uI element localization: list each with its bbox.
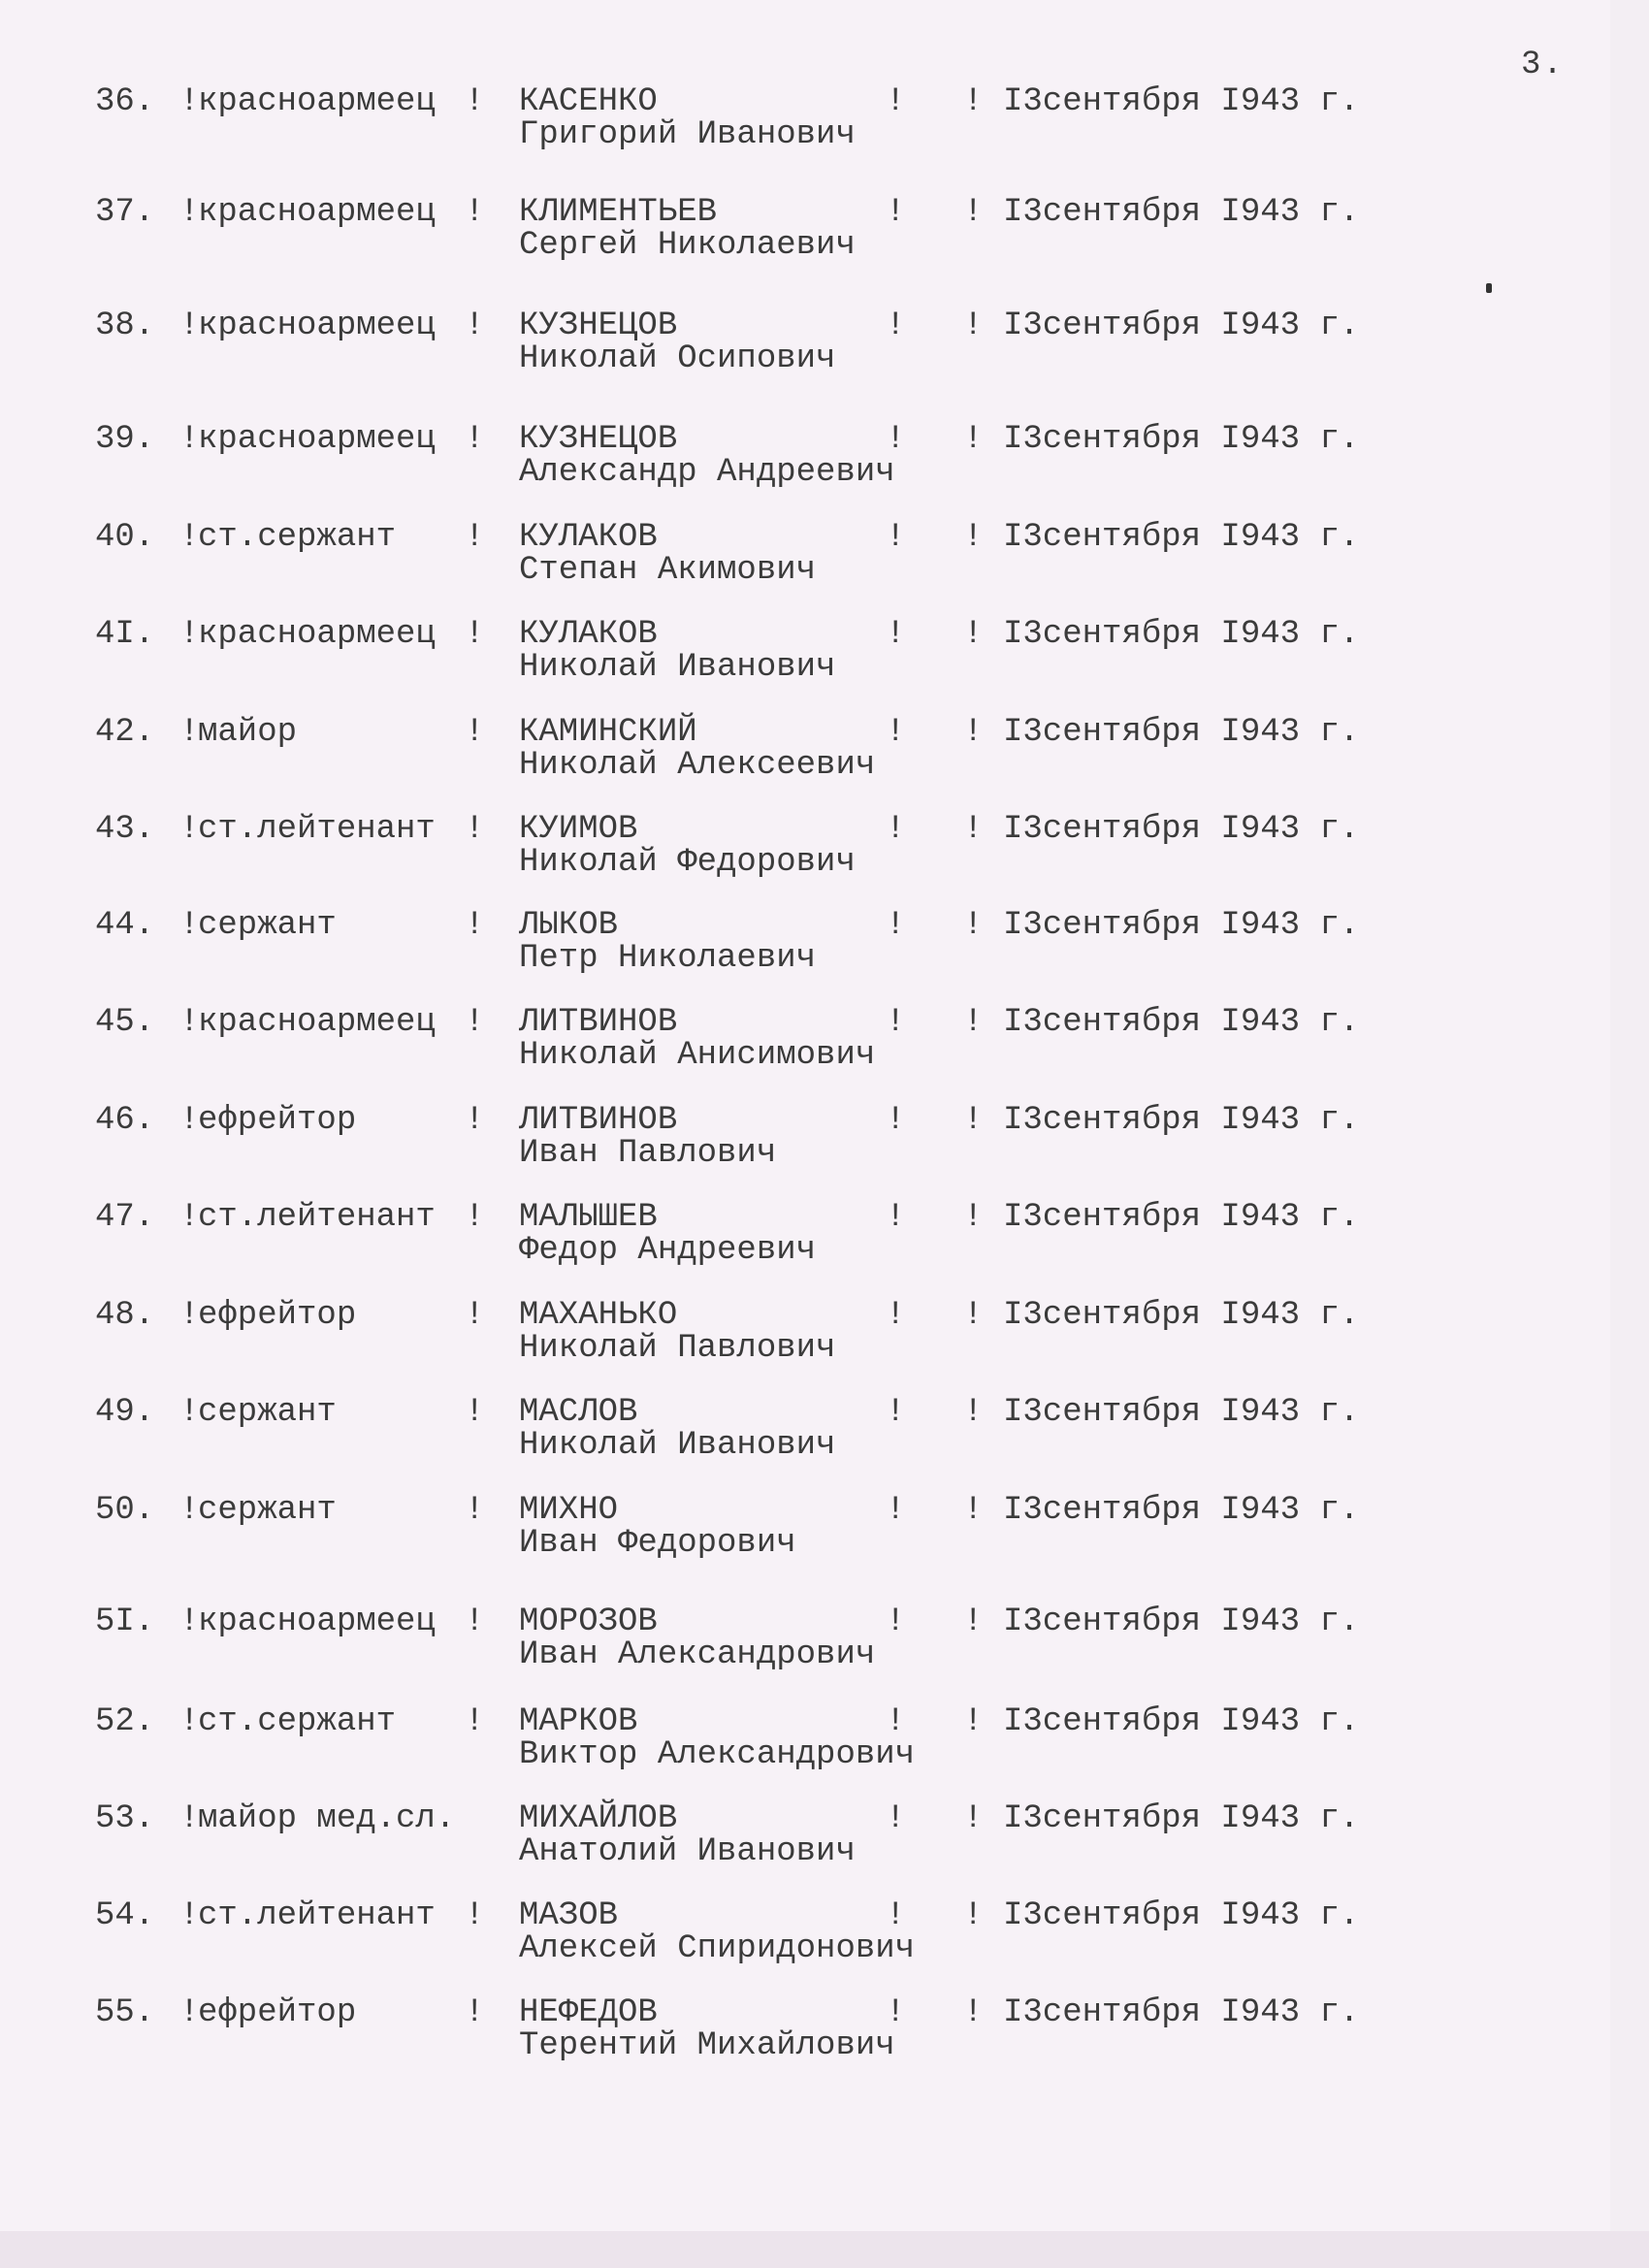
column-separator: ! [886,1994,906,2031]
column-separator: ! [465,83,485,120]
column-separator: ! [179,1102,200,1139]
column-separator: ! [465,1297,485,1334]
entry-given-name: Николай Алексеевич [519,747,876,784]
entry-given-name: Николай Иванович [519,1427,836,1464]
entry-rank: ст.лейтенант [198,811,436,848]
column-separator: ! [179,1604,200,1640]
entry-rank: ефрейтор [198,1297,357,1334]
entry-rank: красноармеец [198,1604,436,1640]
entry-number: 47. [95,1199,155,1236]
entry-given-name: Николай Анисимович [519,1037,876,1074]
entry-date: I3сентября I943 г. [1003,907,1360,944]
list-item [0,309,1455,377]
entry-surname: МАХАНЬКО [519,1297,678,1334]
entry-number: 39. [95,421,155,458]
column-separator: ! [886,1199,906,1236]
entry-surname: МАЛЫШЕВ [519,1199,658,1236]
entry-surname: МАРКОВ [519,1703,638,1740]
entry-date: I3сентября I943 г. [1003,1394,1360,1431]
column-separator: ! [886,1492,906,1529]
column-separator: ! [963,519,984,556]
list-item [0,1006,1455,1074]
column-separator: ! [886,1297,906,1334]
column-separator: ! [465,714,485,751]
entry-rank: ефрейтор [198,1102,357,1139]
column-separator: ! [963,1199,984,1236]
column-separator: ! [465,1492,485,1529]
entry-given-name: Николай Павлович [519,1330,836,1367]
list-item [0,521,1455,589]
column-separator: ! [963,421,984,458]
column-separator: ! [963,1897,984,1934]
list-item [0,85,1455,153]
column-separator: ! [179,1394,200,1431]
entry-rank: красноармеец [198,308,436,344]
column-separator: ! [179,907,200,944]
column-separator: ! [886,714,906,751]
entry-surname: КАМИНСКИЙ [519,714,697,751]
column-separator: ! [963,1492,984,1529]
entry-date: I3сентября I943 г. [1003,308,1360,344]
entry-date: I3сентября I943 г. [1003,83,1360,120]
entry-date: I3сентября I943 г. [1003,616,1360,653]
entry-date: I3сентября I943 г. [1003,1800,1360,1837]
entry-given-name: Сергей Николаевич [519,227,856,264]
column-separator: ! [465,811,485,848]
entry-surname: МОРОЗОВ [519,1604,658,1640]
column-separator: ! [465,194,485,231]
column-separator: ! [465,1994,485,2031]
column-separator: ! [886,1800,906,1837]
column-separator: ! [465,308,485,344]
entry-number: 46. [95,1102,155,1139]
column-separator: ! [886,1102,906,1139]
column-separator: ! [963,1004,984,1041]
entry-given-name: Григорий Иванович [519,116,856,153]
list-item [0,1299,1455,1367]
entry-given-name: Иван Александрович [519,1636,876,1673]
column-separator: ! [886,194,906,231]
entry-number: 55. [95,1994,155,2031]
column-separator: ! [963,811,984,848]
entry-surname: МИХАЙЛОВ [519,1800,678,1837]
entry-date: I3сентября I943 г. [1003,519,1360,556]
column-separator: ! [465,1897,485,1934]
entry-date: I3сентября I943 г. [1003,811,1360,848]
entry-surname: КАСЕНКО [519,83,658,120]
list-item [0,1104,1455,1172]
entry-rank: красноармеец [198,1004,436,1041]
entry-rank: ст.лейтенант [198,1199,436,1236]
column-separator: ! [179,194,200,231]
column-separator: ! [465,907,485,944]
entry-given-name: Александр Андреевич [519,454,895,491]
entry-rank: ефрейтор [198,1994,357,2031]
entry-date: I3сентября I943 г. [1003,1703,1360,1740]
entry-surname: МАСЛОВ [519,1394,638,1431]
column-separator: ! [886,308,906,344]
entry-given-name: Николай Осипович [519,340,836,377]
list-item [0,423,1455,491]
entry-date: I3сентября I943 г. [1003,1102,1360,1139]
column-separator: ! [963,907,984,944]
entry-surname: КЛИМЕНТЬЕВ [519,194,718,231]
page-edge-strip [0,2231,1649,2268]
entry-number: 44. [95,907,155,944]
entry-surname: ЛЫКОВ [519,907,619,944]
entry-number: 37. [95,194,155,231]
entry-date: I3сентября I943 г. [1003,1604,1360,1640]
column-separator: ! [465,519,485,556]
column-separator: ! [179,421,200,458]
column-separator: ! [179,616,200,653]
list-item [0,1705,1455,1773]
list-item [0,1396,1455,1464]
entry-given-name: Анатолий Иванович [519,1833,856,1870]
column-separator: ! [963,308,984,344]
column-separator: ! [465,1102,485,1139]
column-separator: ! [963,1102,984,1139]
column-separator: ! [963,616,984,653]
column-separator: ! [963,1703,984,1740]
column-separator: ! [886,1897,906,1934]
entry-date: I3сентября I943 г. [1003,1004,1360,1041]
entry-date: I3сентября I943 г. [1003,1897,1360,1934]
entry-rank: красноармеец [198,616,436,653]
entry-number: 54. [95,1897,155,1934]
entry-rank: сержант [198,1394,337,1431]
entry-given-name: Николай Федорович [519,844,856,881]
column-separator: ! [886,1703,906,1740]
entry-given-name: Степан Акимович [519,552,817,589]
column-separator: ! [465,1199,485,1236]
column-separator: ! [465,1604,485,1640]
entry-number: 4I. [95,616,155,653]
entry-number: 42. [95,714,155,751]
entry-number: 50. [95,1492,155,1529]
entry-surname: КУЗНЕЦОВ [519,308,678,344]
column-separator: ! [886,1394,906,1431]
list-item [0,813,1455,881]
entry-number: 52. [95,1703,155,1740]
column-separator: ! [886,1604,906,1640]
column-separator: ! [886,1004,906,1041]
entry-date: I3сентября I943 г. [1003,1994,1360,2031]
entry-date: I3сентября I943 г. [1003,194,1360,231]
entry-number: 49. [95,1394,155,1431]
entry-rank: сержант [198,1492,337,1529]
column-separator: ! [886,83,906,120]
column-separator: ! [886,907,906,944]
entry-surname: КУЛАКОВ [519,616,658,653]
column-separator: ! [963,83,984,120]
column-separator: ! [963,1394,984,1431]
entry-given-name: Петр Николаевич [519,940,817,977]
column-separator: ! [179,519,200,556]
entry-number: 48. [95,1297,155,1334]
entry-rank: сержант [198,907,337,944]
column-separator: ! [963,1800,984,1837]
column-separator: ! [179,1800,200,1837]
list-item [0,618,1455,686]
entry-surname: КУИМОВ [519,811,638,848]
entry-given-name: Иван Федорович [519,1525,796,1562]
entry-number: 36. [95,83,155,120]
entry-surname: ЛИТВИНОВ [519,1004,678,1041]
column-separator: ! [179,308,200,344]
column-separator: ! [465,616,485,653]
entry-rank: красноармеец [198,194,436,231]
column-separator: ! [179,811,200,848]
list-item [0,1605,1455,1673]
entry-date: I3сентября I943 г. [1003,714,1360,751]
column-separator: ! [465,421,485,458]
column-separator: ! [179,1703,200,1740]
column-separator: ! [179,714,200,751]
column-separator: ! [963,1994,984,2031]
entry-given-name: Алексей Спиридонович [519,1930,916,1967]
column-separator: ! [886,421,906,458]
entry-rank: красноармеец [198,83,436,120]
column-separator: ! [886,811,906,848]
list-item [0,1802,1455,1870]
entry-number: 45. [95,1004,155,1041]
column-separator: ! [465,1004,485,1041]
entry-date: I3сентября I943 г. [1003,1492,1360,1529]
entry-date: I3сентября I943 г. [1003,1297,1360,1334]
entry-number: 5I. [95,1604,155,1640]
entry-surname: КУЛАКОВ [519,519,658,556]
entry-given-name: Николай Иванович [519,649,836,686]
entry-rank: ст.сержант [198,1703,397,1740]
entry-surname: КУЗНЕЦОВ [519,421,678,458]
entry-number: 38. [95,308,155,344]
column-separator: ! [179,1897,200,1934]
column-separator: ! [179,1297,200,1334]
entry-number: 40. [95,519,155,556]
list-item [0,716,1455,784]
entry-rank: ст.лейтенант [198,1897,436,1934]
list-item [0,1494,1455,1562]
list-item [0,1201,1455,1269]
list-item [0,909,1455,977]
entry-number: 53. [95,1800,155,1837]
column-separator: ! [179,1492,200,1529]
column-separator: ! [179,83,200,120]
entry-date: I3сентября I943 г. [1003,421,1360,458]
entry-surname: ЛИТВИНОВ [519,1102,678,1139]
column-separator: ! [179,1004,200,1041]
entry-surname: МИХНО [519,1492,619,1529]
column-separator: ! [963,194,984,231]
entry-rank: красноармеец [198,421,436,458]
column-separator: ! [963,1604,984,1640]
entry-given-name: Федор Андреевич [519,1232,817,1269]
column-separator: ! [465,1394,485,1431]
entry-rank: ст.сержант [198,519,397,556]
column-separator: ! [179,1199,200,1236]
entry-date: I3сентября I943 г. [1003,1199,1360,1236]
entry-given-name: Виктор Александрович [519,1736,916,1773]
column-separator: ! [963,714,984,751]
ink-speck [1486,283,1492,293]
list-item [0,1899,1455,1967]
column-separator: ! [465,1703,485,1740]
entry-surname: НЕФЕДОВ [519,1994,658,2031]
list-item [0,196,1455,264]
entry-rank: майор [198,714,298,751]
column-separator: ! [886,519,906,556]
entry-given-name: Иван Павлович [519,1135,777,1172]
list-item [0,1996,1455,2064]
entry-number: 43. [95,811,155,848]
column-separator: ! [886,616,906,653]
entry-given-name: Терентий Михайлович [519,2027,895,2064]
entry-surname: МАЗОВ [519,1897,619,1934]
column-separator: ! [179,1994,200,2031]
entry-rank: майор мед.сл. [198,1800,456,1837]
column-separator: ! [963,1297,984,1334]
page-number: 3. [1521,47,1565,83]
